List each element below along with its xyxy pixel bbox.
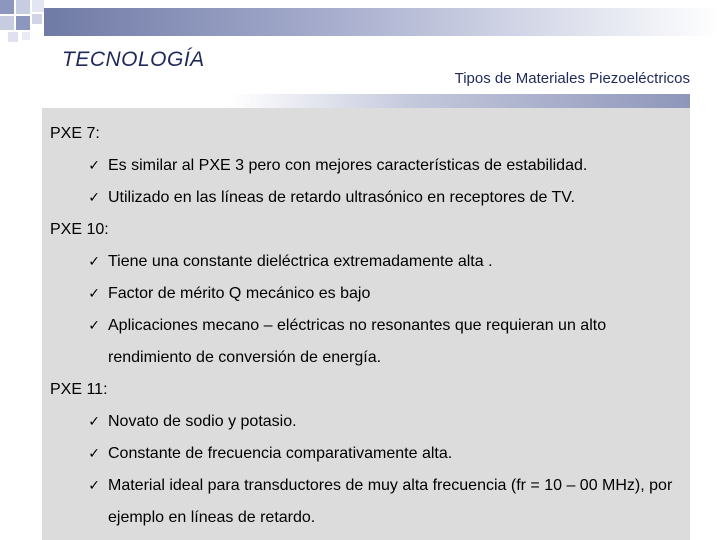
content-body bbox=[50, 118, 690, 534]
decor-square bbox=[16, 0, 30, 14]
section-heading: PXE 11: bbox=[50, 381, 108, 398]
subtitle-gradient-bar bbox=[230, 94, 690, 108]
decor-square bbox=[32, 14, 42, 24]
checkmark-icon: ✓ bbox=[88, 190, 100, 206]
list-item bbox=[50, 246, 690, 278]
list-item bbox=[50, 438, 690, 470]
header-gradient-bar bbox=[44, 8, 720, 36]
checkmark-icon: ✓ bbox=[88, 414, 100, 430]
list-item bbox=[50, 278, 690, 310]
list-item bbox=[50, 150, 690, 182]
list-item bbox=[50, 470, 690, 534]
checkmark-icon: ✓ bbox=[88, 318, 100, 334]
checkmark-icon: ✓ bbox=[88, 158, 100, 174]
list-item bbox=[50, 406, 690, 438]
section-heading: PXE 7: bbox=[50, 125, 100, 142]
decor-square bbox=[0, 0, 14, 14]
list-item-text: Material ideal para transductores de muy alta frecuencia (fr = 10 – 00 MHz), por ejemplo en líneas de retardo. bbox=[108, 477, 673, 526]
section-heading: PXE 10: bbox=[50, 221, 109, 238]
decor-square bbox=[8, 32, 18, 42]
list-item-text: Tiene una constante dieléctrica extremadamente alta . bbox=[108, 253, 493, 270]
list-item-text: Constante de frecuencia comparativamente alta. bbox=[108, 445, 453, 462]
decor-square bbox=[22, 32, 30, 40]
list-item-text: Es similar al PXE 3 pero con mejores características de estabilidad. bbox=[108, 157, 588, 174]
decor-square bbox=[32, 0, 44, 12]
list-item-text: Novato de sodio y potasio. bbox=[108, 413, 297, 430]
slide-subtitle: Tipos de Materiales Piezoeléctricos bbox=[454, 70, 690, 87]
list-item-text: Utilizado en las líneas de retardo ultrasónico en receptores de TV. bbox=[108, 189, 575, 206]
decor-square bbox=[0, 16, 14, 30]
list-item bbox=[50, 310, 690, 374]
decor-square bbox=[16, 16, 30, 30]
checkmark-icon: ✓ bbox=[88, 478, 100, 494]
list-item-text: Aplicaciones mecano – eléctricas no resonantes que requieran un alto rendimiento de conversión de energía. bbox=[108, 317, 607, 366]
list-item bbox=[50, 182, 690, 214]
checkmark-icon: ✓ bbox=[88, 286, 100, 302]
slide-title: TECNOLOGÍA bbox=[62, 48, 205, 71]
checkmark-icon: ✓ bbox=[88, 446, 100, 462]
list-item-text: Factor de mérito Q mecánico es bajo bbox=[108, 285, 371, 302]
checkmark-icon: ✓ bbox=[88, 254, 100, 270]
